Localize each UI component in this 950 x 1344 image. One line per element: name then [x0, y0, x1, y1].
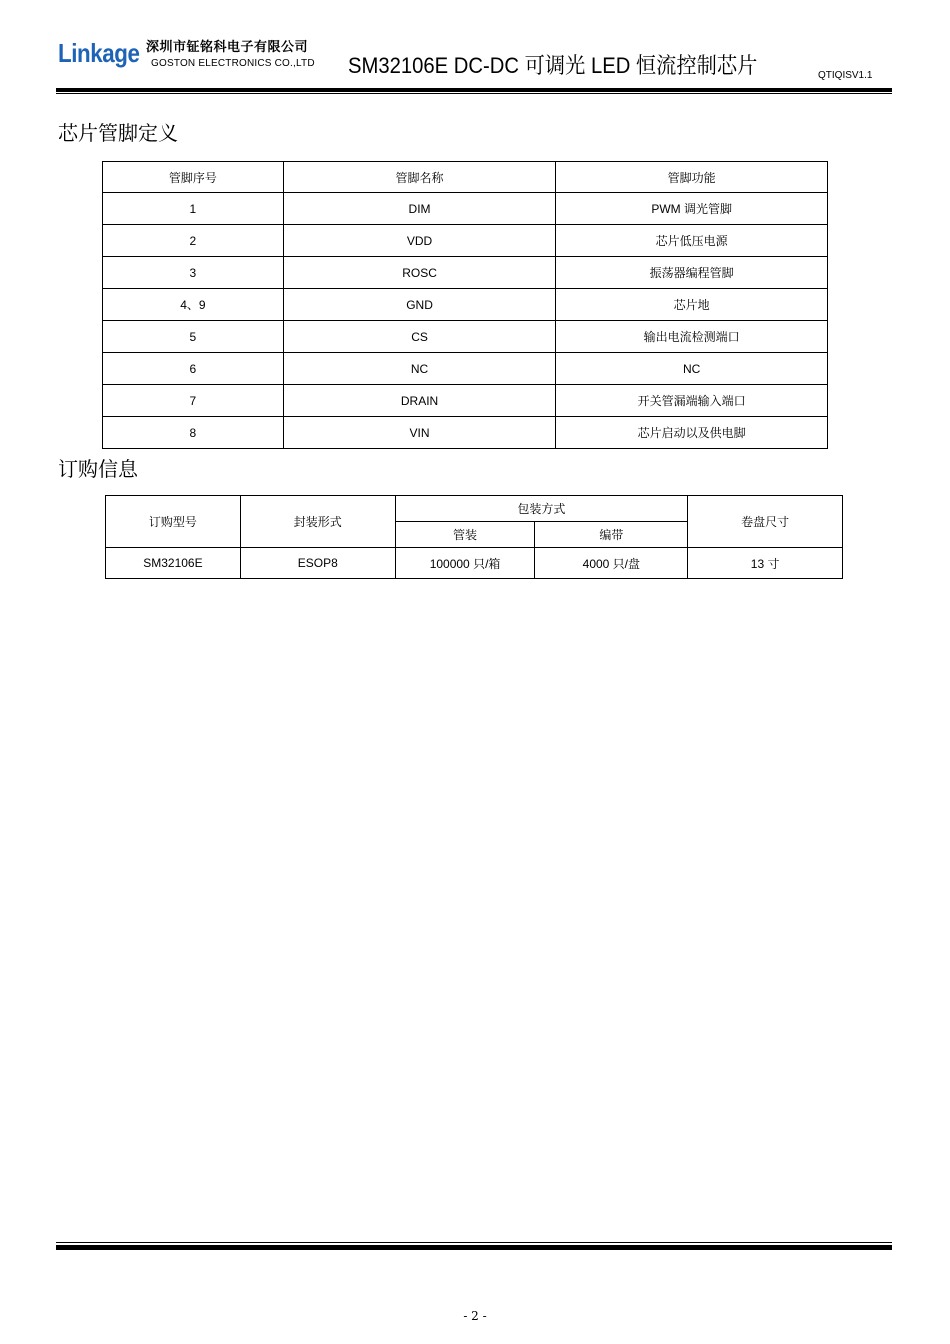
pin-function: 输出电流检测端口 [556, 321, 828, 353]
order-tube-qty: 100000 只/箱 [395, 548, 535, 579]
pin-function: 芯片地 [556, 289, 828, 321]
header-pin-number: 管脚序号 [103, 162, 284, 193]
header-rule-thin [56, 93, 892, 94]
pin-definition-table [102, 161, 828, 449]
header-reel-size: 卷盘尺寸 [688, 496, 843, 548]
document-title: SM32106E DC-DC 可调光 LED 恒流控制芯片 [348, 53, 758, 78]
order-info-table [105, 495, 843, 579]
pin-number: 8 [103, 417, 284, 449]
table-row [103, 353, 828, 385]
pin-name: DIM [283, 193, 556, 225]
pin-function: 芯片启动以及供电脚 [556, 417, 828, 449]
footer-rule-thin [56, 1242, 892, 1243]
company-name-cn: 深圳市钲铭科电子有限公司 [146, 40, 309, 55]
company-logo: Linkage [58, 38, 140, 68]
table-row [103, 289, 828, 321]
table-row [106, 548, 843, 579]
header-tube: 管装 [395, 522, 535, 548]
pin-function: PWM 调光管脚 [556, 193, 828, 225]
order-package: ESOP8 [240, 548, 395, 579]
company-name-en: GOSTON ELECTRONICS CO.,LTD [151, 58, 315, 69]
pin-name: DRAIN [283, 385, 556, 417]
pin-number: 7 [103, 385, 284, 417]
header-rule-thick [56, 88, 892, 92]
pin-number: 1 [103, 193, 284, 225]
pin-number: 4、9 [103, 289, 284, 321]
pin-number: 5 [103, 321, 284, 353]
page-header [56, 32, 892, 96]
document-version: QTIQISV1.1 [818, 70, 873, 81]
pin-function: NC [556, 353, 828, 385]
pin-name: VIN [283, 417, 556, 449]
table-header-row [103, 162, 828, 193]
pin-function: 芯片低压电源 [556, 225, 828, 257]
pin-name: CS [283, 321, 556, 353]
table-row [103, 385, 828, 417]
table-row [103, 225, 828, 257]
header-tape: 编带 [535, 522, 688, 548]
pin-number: 3 [103, 257, 284, 289]
header-package: 封装形式 [240, 496, 395, 548]
pin-number: 2 [103, 225, 284, 257]
pin-function: 振荡器编程管脚 [556, 257, 828, 289]
pin-name: ROSC [283, 257, 556, 289]
header-pin-function: 管脚功能 [556, 162, 828, 193]
table-row [103, 257, 828, 289]
order-reel-size: 13 寸 [688, 548, 843, 579]
pin-name: NC [283, 353, 556, 385]
order-model: SM32106E [106, 548, 241, 579]
pin-name: GND [283, 289, 556, 321]
pin-name: VDD [283, 225, 556, 257]
table-row [103, 417, 828, 449]
pin-number: 6 [103, 353, 284, 385]
pin-function: 开关管漏端输入端口 [556, 385, 828, 417]
table-header-row [106, 496, 843, 522]
header-packing: 包装方式 [395, 496, 688, 522]
footer-rule-thick [56, 1245, 892, 1250]
order-tape-qty: 4000 只/盘 [535, 548, 688, 579]
table-row [103, 193, 828, 225]
table-row [103, 321, 828, 353]
order-section-title: 订购信息 [58, 457, 138, 481]
header-model: 订购型号 [106, 496, 241, 548]
header-pin-name: 管脚名称 [283, 162, 556, 193]
page-number: - 2 - [463, 1309, 487, 1323]
pin-section-title: 芯片管脚定义 [58, 121, 178, 145]
